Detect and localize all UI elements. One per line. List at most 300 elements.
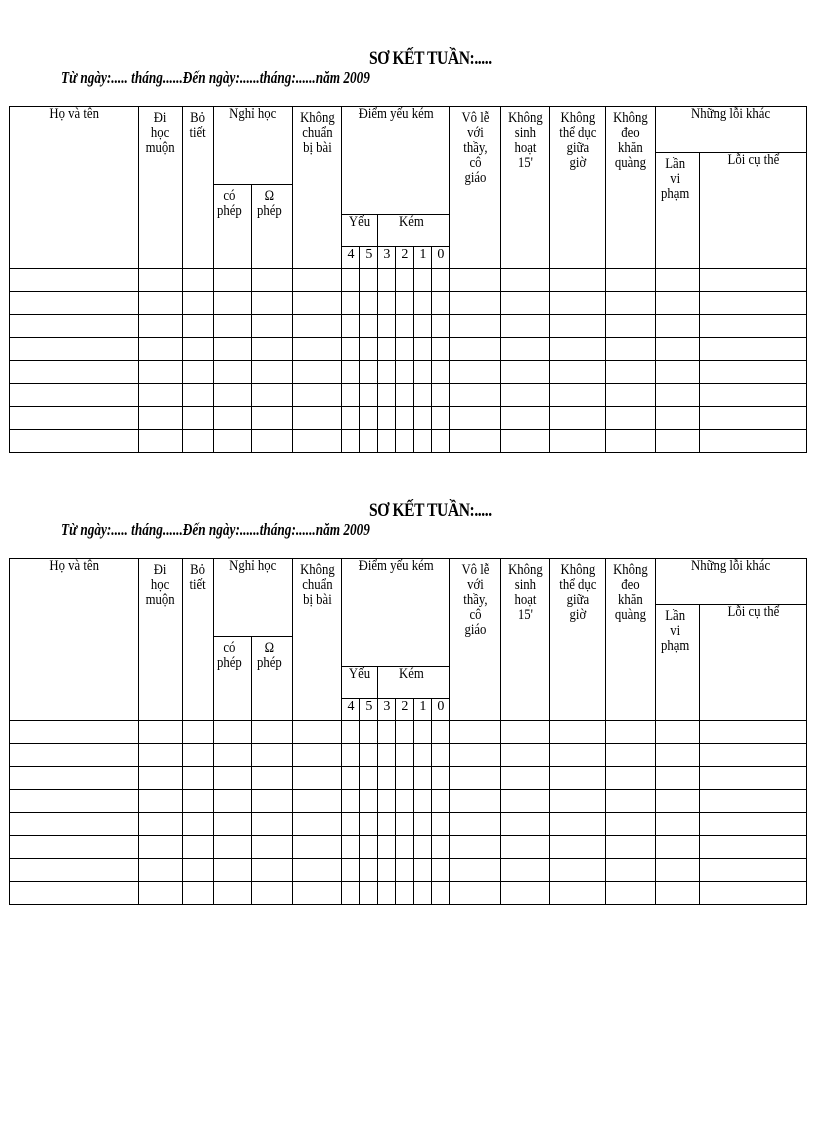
table-cell[interactable] [432, 430, 450, 453]
table-cell[interactable] [342, 721, 360, 744]
table-cell[interactable] [251, 767, 292, 790]
table-cell[interactable] [656, 767, 700, 790]
table-cell[interactable] [292, 813, 342, 836]
table-cell[interactable] [396, 790, 414, 813]
table-cell[interactable] [10, 767, 139, 790]
table-cell[interactable] [378, 269, 396, 292]
table-cell[interactable] [213, 882, 251, 905]
table-cell[interactable] [138, 407, 182, 430]
table-cell[interactable] [450, 269, 501, 292]
table-cell[interactable] [213, 361, 251, 384]
table-cell[interactable] [360, 813, 378, 836]
table-cell[interactable] [450, 744, 501, 767]
table-cell[interactable] [501, 744, 550, 767]
table-cell[interactable] [414, 813, 432, 836]
table-row [10, 338, 807, 361]
table-cell[interactable] [360, 859, 378, 882]
table-cell[interactable] [213, 338, 251, 361]
table-cell[interactable] [251, 407, 292, 430]
header-line: thầy, [463, 140, 488, 156]
table-cell[interactable] [606, 292, 656, 315]
table-cell[interactable] [138, 384, 182, 407]
table-cell[interactable] [251, 790, 292, 813]
table-cell[interactable] [501, 790, 550, 813]
table-cell[interactable] [396, 315, 414, 338]
table-cell[interactable] [182, 361, 213, 384]
table-cell[interactable] [550, 384, 606, 407]
table-cell[interactable] [450, 767, 501, 790]
table-cell[interactable] [213, 269, 251, 292]
table-cell[interactable] [292, 859, 342, 882]
table-cell[interactable] [414, 721, 432, 744]
table-cell[interactable] [378, 744, 396, 767]
table-cell[interactable] [360, 315, 378, 338]
table-cell[interactable] [432, 269, 450, 292]
table-cell[interactable] [378, 292, 396, 315]
table-cell[interactable] [360, 882, 378, 905]
table-cell[interactable] [182, 767, 213, 790]
table-cell[interactable] [10, 859, 139, 882]
table-cell[interactable] [213, 430, 251, 453]
table-cell[interactable] [360, 292, 378, 315]
table-cell[interactable] [251, 859, 292, 882]
table-cell[interactable] [700, 338, 807, 361]
table-cell[interactable] [292, 269, 342, 292]
table-cell[interactable] [360, 790, 378, 813]
table-cell[interactable] [251, 744, 292, 767]
table-cell[interactable] [396, 744, 414, 767]
table-cell[interactable] [342, 790, 360, 813]
table-cell[interactable] [450, 882, 501, 905]
header-khong-sinh-hoat [501, 107, 550, 269]
table-cell[interactable] [292, 836, 342, 859]
table-cell[interactable] [450, 721, 501, 744]
table-cell[interactable] [360, 361, 378, 384]
table-cell[interactable] [700, 790, 807, 813]
table-cell[interactable] [656, 836, 700, 859]
table-cell[interactable] [501, 292, 550, 315]
header-khong-sinh-hoat [501, 559, 550, 721]
table-cell[interactable] [251, 384, 292, 407]
table-cell[interactable] [182, 430, 213, 453]
table-cell[interactable] [501, 269, 550, 292]
table-cell[interactable] [251, 292, 292, 315]
table-cell[interactable] [700, 744, 807, 767]
table-cell[interactable] [213, 790, 251, 813]
table-cell[interactable] [414, 407, 432, 430]
table-cell[interactable] [606, 721, 656, 744]
table-cell[interactable] [656, 430, 700, 453]
table-cell[interactable] [700, 361, 807, 384]
header-line: cô [469, 607, 482, 623]
table-cell[interactable] [251, 882, 292, 905]
table-cell[interactable] [251, 813, 292, 836]
table-cell[interactable] [396, 767, 414, 790]
table-cell[interactable] [213, 859, 251, 882]
table-cell[interactable] [182, 859, 213, 882]
table-cell[interactable] [550, 407, 606, 430]
table-cell[interactable] [501, 430, 550, 453]
table-cell[interactable] [450, 813, 501, 836]
table-cell[interactable] [396, 292, 414, 315]
table-cell[interactable] [606, 407, 656, 430]
table-cell[interactable] [414, 859, 432, 882]
table-cell[interactable] [550, 430, 606, 453]
table-cell[interactable] [501, 882, 550, 905]
table-cell[interactable] [656, 407, 700, 430]
table-cell[interactable] [292, 430, 342, 453]
table-cell[interactable] [700, 407, 807, 430]
table-cell[interactable] [501, 813, 550, 836]
table-cell[interactable] [550, 338, 606, 361]
table-cell[interactable] [432, 813, 450, 836]
table-cell[interactable] [342, 407, 360, 430]
table-cell[interactable] [10, 315, 139, 338]
table-cell[interactable] [182, 384, 213, 407]
table-cell[interactable] [342, 813, 360, 836]
table-cell[interactable] [550, 859, 606, 882]
table-cell[interactable] [378, 813, 396, 836]
table-cell[interactable] [182, 882, 213, 905]
table-cell[interactable] [656, 813, 700, 836]
table-cell[interactable] [700, 430, 807, 453]
table-cell[interactable] [182, 407, 213, 430]
table-cell[interactable] [342, 292, 360, 315]
table-cell[interactable] [213, 407, 251, 430]
table-cell[interactable] [251, 361, 292, 384]
table-cell[interactable] [606, 859, 656, 882]
table-cell[interactable] [396, 407, 414, 430]
table-cell[interactable] [213, 315, 251, 338]
table-cell[interactable] [213, 836, 251, 859]
table-cell[interactable] [251, 721, 292, 744]
date-range-line: Từ ngày:..... tháng......Đến ngày:......tháng:......năm 2009 [61, 520, 370, 539]
table-cell[interactable] [700, 384, 807, 407]
table-cell[interactable] [10, 836, 139, 859]
table-cell[interactable] [656, 361, 700, 384]
table-cell[interactable] [606, 269, 656, 292]
table-cell[interactable] [501, 859, 550, 882]
table-cell[interactable] [550, 744, 606, 767]
table-cell[interactable] [378, 721, 396, 744]
table-cell[interactable] [342, 361, 360, 384]
table-cell[interactable] [292, 384, 342, 407]
table-cell[interactable] [10, 882, 139, 905]
table-cell[interactable] [182, 269, 213, 292]
table-cell[interactable] [378, 407, 396, 430]
table-cell[interactable] [182, 338, 213, 361]
table-cell[interactable] [432, 384, 450, 407]
table-cell[interactable] [378, 790, 396, 813]
table-cell[interactable] [501, 767, 550, 790]
table-cell[interactable] [292, 292, 342, 315]
header-line: phạm [660, 638, 690, 654]
table-cell[interactable] [396, 813, 414, 836]
table-cell[interactable] [10, 407, 139, 430]
table-cell[interactable] [396, 430, 414, 453]
table-cell[interactable] [292, 744, 342, 767]
table-cell[interactable] [414, 384, 432, 407]
table-cell[interactable] [606, 338, 656, 361]
table-cell[interactable] [501, 338, 550, 361]
table-cell[interactable] [700, 721, 807, 744]
table-cell[interactable] [656, 384, 700, 407]
table-cell[interactable] [550, 315, 606, 338]
table-cell[interactable] [292, 315, 342, 338]
table-cell[interactable] [450, 790, 501, 813]
table-cell[interactable] [700, 813, 807, 836]
table-cell[interactable] [360, 338, 378, 361]
table-cell[interactable] [182, 836, 213, 859]
table-cell[interactable] [10, 813, 139, 836]
table-cell[interactable] [606, 767, 656, 790]
table-cell[interactable] [138, 721, 182, 744]
table-cell[interactable] [656, 338, 700, 361]
table-cell[interactable] [292, 338, 342, 361]
table-cell[interactable] [292, 721, 342, 744]
table-cell[interactable] [700, 882, 807, 905]
table-cell[interactable] [606, 813, 656, 836]
table-cell[interactable] [656, 859, 700, 882]
table-cell[interactable] [700, 269, 807, 292]
table-cell[interactable] [450, 315, 501, 338]
table-cell[interactable] [606, 744, 656, 767]
table-cell[interactable] [450, 836, 501, 859]
table-cell[interactable] [656, 882, 700, 905]
table-cell[interactable] [414, 361, 432, 384]
table-cell[interactable] [292, 767, 342, 790]
table-cell[interactable] [432, 790, 450, 813]
table-cell[interactable] [138, 813, 182, 836]
table-cell[interactable] [342, 315, 360, 338]
table-cell[interactable] [251, 315, 292, 338]
table-cell[interactable] [414, 315, 432, 338]
table-cell[interactable] [414, 836, 432, 859]
table-cell[interactable] [378, 430, 396, 453]
table-cell[interactable] [550, 836, 606, 859]
table-cell[interactable] [138, 292, 182, 315]
table-cell[interactable] [396, 384, 414, 407]
table-cell[interactable] [414, 744, 432, 767]
table-cell[interactable] [656, 744, 700, 767]
table-cell[interactable] [138, 882, 182, 905]
table-cell[interactable] [550, 813, 606, 836]
table-cell[interactable] [251, 338, 292, 361]
table-cell[interactable] [414, 338, 432, 361]
table-cell[interactable] [10, 384, 139, 407]
table-cell[interactable] [656, 721, 700, 744]
table-cell[interactable] [450, 430, 501, 453]
table-cell[interactable] [138, 430, 182, 453]
table-cell[interactable] [396, 269, 414, 292]
table-cell[interactable] [606, 384, 656, 407]
table-cell[interactable] [606, 361, 656, 384]
header-line: hoạt [514, 592, 537, 608]
table-cell[interactable] [378, 338, 396, 361]
table-cell[interactable] [550, 790, 606, 813]
table-cell[interactable] [10, 292, 139, 315]
table-cell[interactable] [432, 315, 450, 338]
table-cell[interactable] [700, 859, 807, 882]
table-cell[interactable] [342, 836, 360, 859]
table-cell[interactable] [432, 882, 450, 905]
table-cell[interactable] [606, 430, 656, 453]
table-cell[interactable] [342, 859, 360, 882]
table-cell[interactable] [10, 790, 139, 813]
table-cell[interactable] [138, 767, 182, 790]
header-di-hoc-muon [138, 559, 182, 721]
table-cell[interactable] [138, 315, 182, 338]
table-cell[interactable] [378, 836, 396, 859]
table-cell[interactable] [213, 813, 251, 836]
table-cell[interactable] [182, 790, 213, 813]
table-cell[interactable] [501, 721, 550, 744]
table-cell[interactable] [138, 859, 182, 882]
table-cell[interactable] [10, 269, 139, 292]
table-cell[interactable] [700, 315, 807, 338]
table-cell[interactable] [138, 836, 182, 859]
table-cell[interactable] [501, 384, 550, 407]
table-cell[interactable] [342, 744, 360, 767]
table-cell[interactable] [342, 430, 360, 453]
table-cell[interactable] [501, 836, 550, 859]
table-cell[interactable] [501, 361, 550, 384]
table-cell[interactable] [501, 315, 550, 338]
table-cell[interactable] [251, 269, 292, 292]
table-cell[interactable] [656, 269, 700, 292]
table-cell[interactable] [10, 721, 139, 744]
table-cell[interactable] [360, 430, 378, 453]
table-cell[interactable] [606, 790, 656, 813]
table-cell[interactable] [700, 767, 807, 790]
table-cell[interactable] [292, 790, 342, 813]
table-cell[interactable] [182, 813, 213, 836]
table-cell[interactable] [432, 361, 450, 384]
table-cell[interactable] [138, 790, 182, 813]
table-cell[interactable] [138, 269, 182, 292]
table-cell[interactable] [378, 361, 396, 384]
table-cell[interactable] [360, 269, 378, 292]
table-cell[interactable] [251, 430, 292, 453]
table-cell[interactable] [396, 882, 414, 905]
table-cell[interactable] [432, 338, 450, 361]
table-cell[interactable] [414, 767, 432, 790]
table-cell[interactable] [396, 721, 414, 744]
table-cell[interactable] [700, 836, 807, 859]
table-cell[interactable] [10, 430, 139, 453]
table-cell[interactable] [414, 790, 432, 813]
table-cell[interactable] [414, 292, 432, 315]
header-line: khăn [618, 140, 643, 156]
table-cell[interactable] [450, 338, 501, 361]
table-cell[interactable] [550, 882, 606, 905]
table-cell[interactable] [292, 882, 342, 905]
table-cell[interactable] [606, 882, 656, 905]
table-cell[interactable] [450, 407, 501, 430]
table-cell[interactable] [10, 361, 139, 384]
table-cell[interactable] [182, 721, 213, 744]
table-cell[interactable] [700, 292, 807, 315]
header-line: quàng [615, 607, 647, 623]
table-cell[interactable] [360, 767, 378, 790]
table-cell[interactable] [550, 269, 606, 292]
table-cell[interactable] [251, 836, 292, 859]
table-cell[interactable] [138, 744, 182, 767]
table-cell[interactable] [414, 269, 432, 292]
table-cell[interactable] [360, 744, 378, 767]
table-cell[interactable] [432, 744, 450, 767]
table-cell[interactable] [432, 859, 450, 882]
table-cell[interactable] [342, 269, 360, 292]
table-cell[interactable] [396, 836, 414, 859]
table-cell[interactable] [432, 292, 450, 315]
table-cell[interactable] [342, 882, 360, 905]
table-cell[interactable] [10, 338, 139, 361]
table-cell[interactable] [396, 361, 414, 384]
table-cell[interactable] [550, 767, 606, 790]
table-cell[interactable] [182, 292, 213, 315]
table-cell[interactable] [414, 430, 432, 453]
table-cell[interactable] [10, 744, 139, 767]
table-cell[interactable] [378, 315, 396, 338]
table-cell[interactable] [378, 882, 396, 905]
table-cell[interactable] [656, 292, 700, 315]
table-cell[interactable] [450, 292, 501, 315]
table-cell[interactable] [342, 767, 360, 790]
table-cell[interactable] [550, 361, 606, 384]
table-cell[interactable] [213, 744, 251, 767]
table-cell[interactable] [342, 338, 360, 361]
table-cell[interactable] [378, 859, 396, 882]
table-cell[interactable] [292, 407, 342, 430]
table-cell[interactable] [138, 338, 182, 361]
table-cell[interactable] [606, 315, 656, 338]
table-cell[interactable] [606, 836, 656, 859]
header-line: thể dục [559, 577, 597, 593]
table-cell[interactable] [213, 767, 251, 790]
table-cell[interactable] [414, 882, 432, 905]
table-cell[interactable] [432, 767, 450, 790]
table-cell[interactable] [378, 767, 396, 790]
table-cell[interactable] [292, 361, 342, 384]
table-cell[interactable] [360, 836, 378, 859]
table-cell[interactable] [360, 384, 378, 407]
table-cell[interactable] [396, 859, 414, 882]
table-cell[interactable] [432, 721, 450, 744]
table-cell[interactable] [213, 721, 251, 744]
table-cell[interactable] [182, 315, 213, 338]
table-cell[interactable] [450, 384, 501, 407]
table-cell[interactable] [550, 292, 606, 315]
table-cell[interactable] [396, 338, 414, 361]
table-cell[interactable] [360, 407, 378, 430]
table-cell[interactable] [432, 407, 450, 430]
table-cell[interactable] [360, 721, 378, 744]
table-cell[interactable] [656, 315, 700, 338]
table-cell[interactable] [550, 721, 606, 744]
table-cell[interactable] [450, 859, 501, 882]
table-cell[interactable] [450, 361, 501, 384]
table-cell[interactable] [501, 407, 550, 430]
table-cell[interactable] [432, 836, 450, 859]
table-cell[interactable] [656, 790, 700, 813]
table-cell[interactable] [213, 384, 251, 407]
table-cell[interactable] [213, 292, 251, 315]
table-cell[interactable] [138, 361, 182, 384]
table-cell[interactable] [182, 744, 213, 767]
table-cell[interactable] [342, 384, 360, 407]
table-cell[interactable] [378, 384, 396, 407]
